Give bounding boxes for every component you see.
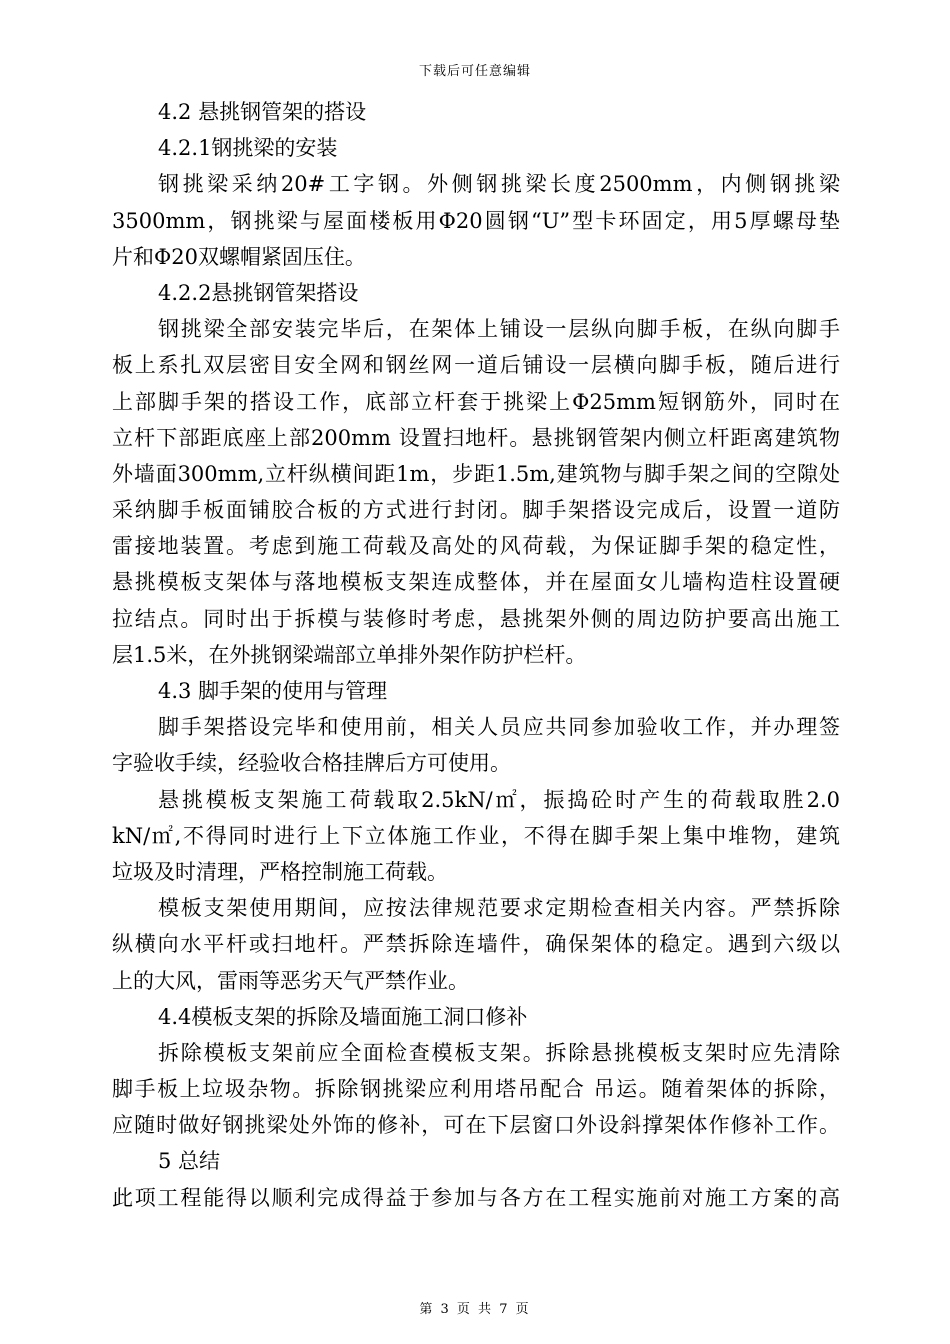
text-line: 脚手架搭设完毕和使用前，相关人员应共同参加验收工作，并办理签 (158, 715, 840, 740)
text-line: 立杆下部距底座上部200mm 设置扫地杆。悬挑钢管架内侧立杆距离建筑物 (112, 425, 840, 450)
text-line: 片和Φ20双螺帽紧固压住。 (112, 244, 366, 269)
text-line: 4.2 悬挑钢管架的搭设 (158, 100, 367, 124)
page-header: 下载后可任意编辑 (418, 64, 531, 79)
text-line: 应随时做好钢挑梁处外饰的修补，可在下层窗口外设斜撑架体作修补工作。 (112, 1113, 840, 1138)
text-line: 外墙面300mm,立杆纵横间距1m，步距1.5m,建筑物与脚手架之间的空隙处 (112, 461, 840, 486)
text-line: 拉结点。同时出于拆模与装修时考虑，悬挑架外侧的周边防护要高出施工 (112, 606, 840, 631)
text-line: 垃圾及时清理，严格控制施工荷载。 (112, 859, 448, 884)
text-line: 4.2.1钢挑梁的安装 (158, 136, 338, 161)
text-line: 上部脚手架的搭设工作，底部立杆套于挑梁上Φ25mm短钢筋外，同时在 (112, 389, 840, 414)
text-line: 雷接地装置。考虑到施工荷载及高处的风荷载，为保证脚手架的稳定性， (112, 534, 840, 559)
text-line: 悬挑模板支架体与落地模板支架连成整体，并在屋面女儿墙构造柱设置硬 (112, 570, 840, 595)
text-line: 钢挑梁全部安装完毕后，在架体上铺设一层纵向脚手板，在纵向脚手 (158, 317, 840, 342)
text-line: 拆除模板支架前应全面检查模板支架。拆除悬挑模板支架时应先清除 (158, 1040, 840, 1065)
text-line: 3500mm，钢挑梁与屋面楼板用Φ20圆钢“U”型卡环固定，用5厚螺母垫 (112, 208, 840, 233)
text-line: kN/㎡,不得同时进行上下立体施工作业，不得在脚手架上集中堆物，建筑 (112, 823, 840, 848)
text-line: 悬挑模板支架施工荷载取2.5kN/㎡，振捣砼时产生的荷载取胜2.0 (158, 787, 840, 812)
text-line: 层1.5米，在外挑钢梁端部立单排外架作防护栏杆。 (112, 642, 587, 667)
text-line: 4.4模板支架的拆除及墙面施工洞口修补 (158, 1004, 528, 1029)
document-body (112, 94, 840, 1216)
text-line: 4.3 脚手架的使用与管理 (158, 679, 388, 703)
text-line: 板上系扎双层密目安全网和钢丝网一道后铺设一层横向脚手板，随后进行 (112, 353, 840, 378)
text-line: 模板支架使用期间，应按法律规范要求定期检查相关内容。严禁拆除 (158, 896, 840, 921)
text-line: 5 总结 (158, 1149, 221, 1174)
page-footer: 第 3 页 共 7 页 (419, 1302, 531, 1317)
text-line: 字验收手续，经验收合格挂牌后方可使用。 (112, 751, 511, 776)
text-line: 此项工程能得以顺利完成得益于参加与各方在工程实施前对施工方案的高 (112, 1185, 840, 1210)
text-line: 钢挑梁采纳20#工字钢。外侧钢挑梁长度2500mm，内侧钢挑梁 (158, 172, 840, 197)
text-line: 采纳脚手板面铺胶合板的方式进行封闭。脚手架搭设完成后，设置一道防 (112, 498, 840, 523)
text-line: 脚手板上垃圾杂物。拆除钢挑梁应利用塔吊配合 吊运。随着架体的拆除， (112, 1077, 840, 1102)
text-line: 纵横向水平杆或扫地杆。严禁拆除连墙件，确保架体的稳定。遇到六级以 (112, 932, 840, 957)
text-line: 4.2.2悬挑钢管架搭设 (158, 280, 359, 305)
text-line: 上的大风，雷雨等恶劣天气严禁作业。 (112, 968, 469, 993)
